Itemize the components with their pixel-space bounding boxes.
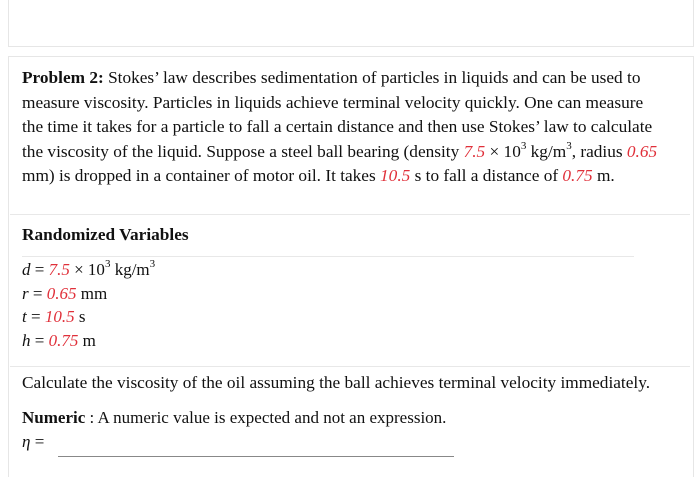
numeric-hint	[22, 408, 446, 428]
time-value: 10.5	[380, 166, 411, 186]
var-t	[22, 305, 155, 329]
var-h-value: 0.75	[48, 330, 79, 350]
previous-card	[8, 0, 694, 47]
divider-question	[10, 366, 690, 367]
var-d-eq: =	[30, 260, 49, 279]
var-h-eq: =	[30, 330, 49, 350]
randomized-variables-list	[22, 258, 155, 352]
viscosity-answer-input[interactable]	[58, 438, 454, 457]
var-d-unit-exp: 3	[149, 258, 156, 271]
var-t-symbol: t	[22, 307, 27, 326]
divider-vars	[22, 256, 634, 257]
var-r-unit: mm	[76, 283, 108, 303]
var-d-value: 7.5	[48, 260, 70, 279]
var-t-unit: s	[74, 307, 86, 326]
problem-text-1: Stokes’ law describes sedimentation of particles in liquids and can be used to measure viscosity. Particles in liquids achieve terminal velocity quickly. One can measure the time it takes for a particle to fall a certain distance and then use Stokes’ law to calculate the viscosity of the liquid. Suppose a steel ball bearing (density	[22, 68, 653, 161]
var-r-eq: =	[28, 283, 47, 303]
var-d-symbol: d	[22, 260, 31, 279]
question-text: Calculate the viscosity of the oil assuming the ball achieves terminal velocity immediately.	[22, 373, 651, 392]
problem-label: Problem 2:	[22, 68, 104, 87]
var-t-value: 10.5	[44, 307, 75, 326]
distance-value: 0.75	[562, 166, 593, 186]
var-h-symbol: h	[22, 330, 31, 350]
eta-symbol: η	[22, 432, 31, 451]
var-h	[22, 329, 155, 353]
divider-top	[10, 214, 690, 215]
randomized-variables-title: Randomized Variables	[22, 225, 189, 244]
density-value: 7.5	[463, 141, 486, 161]
times-ten: × 10	[485, 141, 521, 161]
var-t-eq: =	[26, 307, 45, 326]
problem-text-5: m.	[592, 166, 615, 186]
problem-statement	[22, 66, 662, 189]
radius-value: 0.65	[626, 141, 658, 161]
numeric-label: Numeric	[22, 408, 86, 427]
problem-text-2: , radius	[571, 141, 627, 161]
numeric-hint-text: : A numeric value is expected and not an expression.	[85, 408, 447, 427]
problem-text-3: mm) is dropped in a container of motor oil. It takes	[22, 166, 381, 186]
var-d-unit: kg/m	[110, 260, 150, 279]
var-r-symbol: r	[22, 283, 29, 303]
density-exponent: 3	[520, 140, 527, 153]
answer-label	[22, 432, 44, 452]
var-r	[22, 282, 155, 306]
density-unit: kg/m	[526, 141, 567, 161]
problem-text-4: s to fall a distance of	[410, 166, 563, 186]
answer-equals: =	[30, 432, 45, 451]
var-d-exp: 3	[104, 258, 111, 271]
var-d-times: × 10	[69, 260, 105, 279]
var-d	[22, 258, 155, 282]
var-h-unit: m	[78, 330, 96, 350]
density-unit-exponent: 3	[566, 140, 572, 153]
var-r-value: 0.65	[46, 283, 77, 303]
